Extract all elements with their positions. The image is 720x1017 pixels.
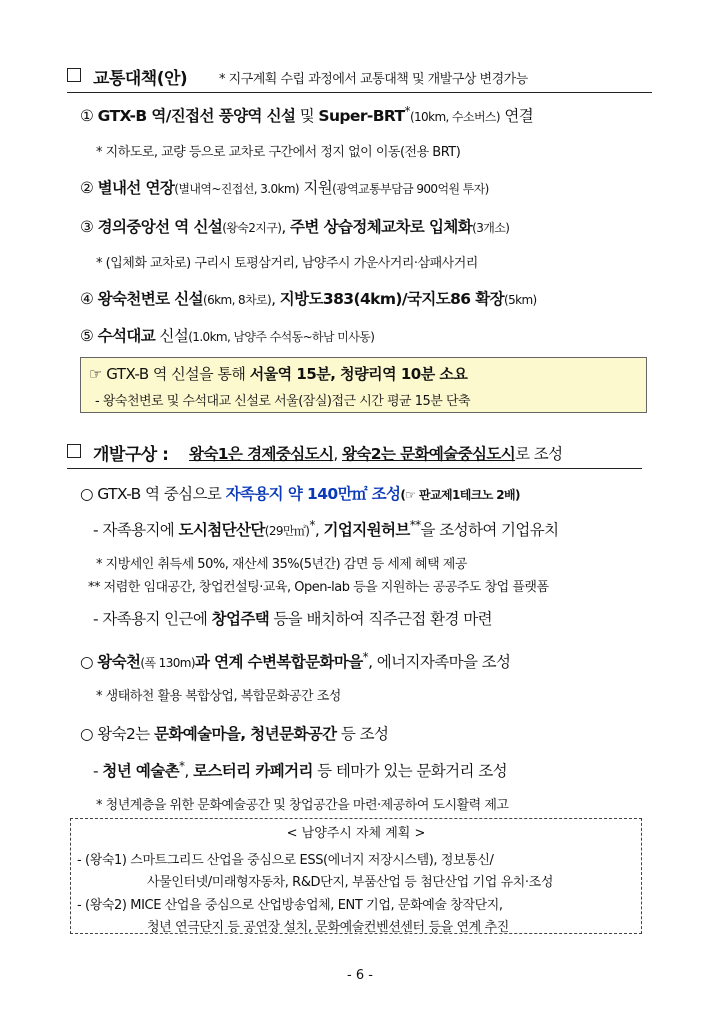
city-plan-row: 청년 연극단지 등 공연장 설치, 문화예술컨벤션센터 등을 연계 추진 bbox=[147, 920, 509, 935]
traffic-item-1-note: * 지하도로, 교량 등으로 교차로 구간에서 정지 없이 이동(전용 BRT) bbox=[96, 145, 461, 160]
traffic-summary-box bbox=[80, 357, 647, 413]
development-item-1-sub-2: - 자족용지 인근에 창업주택 등을 배치하여 직주근접 환경 마련 bbox=[93, 610, 492, 628]
page-number: - 6 - bbox=[347, 968, 373, 983]
circle-bullet-icon: ○ bbox=[80, 725, 93, 743]
circle-bullet-icon: ○ bbox=[80, 653, 93, 672]
development-item-1: ○ GTX-B 역 중심으로 자족용지 약 140만㎡ 조성(☞ 판교제1테크노 2배) bbox=[80, 485, 520, 503]
traffic-section-title: 교통대책(안) bbox=[93, 69, 188, 89]
item-number: ① bbox=[80, 107, 94, 126]
city-plan-row: - (왕숙1) 스마트그리드 산업을 중심으로 ESS(에너지 저장시스템), 정보통신/ bbox=[77, 853, 494, 868]
traffic-section-note: * 지구계획 수립 과정에서 교통대책 및 개발구상 변경가능 bbox=[219, 72, 528, 87]
development-item-3: ○ 왕숙2는 문화예술마을, 청년문화공간 등 조성 bbox=[80, 725, 389, 743]
development-item-2-note: * 생태하천 활용 복합상업, 복합문화공간 조성 bbox=[96, 689, 341, 704]
development-section-title: 개발구상 : bbox=[93, 445, 169, 465]
development-item-2: ○ 왕숙천(폭 130m)과 연계 수변복합문화마을*, 에너지자족마을 조성 bbox=[80, 650, 511, 672]
traffic-item-3: ③ 경의중앙선 역 신설(왕숙2지구), 주변 상습정체교차로 입체화(3개소) bbox=[80, 218, 510, 236]
city-plan-box bbox=[70, 818, 642, 934]
traffic-item-4: ④ 왕숙천변로 신설(6km, 8차로), 지방도383(4km)/국지도86 확장(5km) bbox=[80, 290, 537, 308]
item-number: ② bbox=[80, 179, 94, 197]
city-plan-row: 사물인터넷/미래형자동차, R&D단지, 부품산업 등 첨단산업 기업 유치·조성 bbox=[147, 875, 553, 890]
city-plan-title: < 남양주시 자체 계획 > bbox=[286, 826, 426, 841]
development-item-1-note-2: ** 저렴한 임대공간, 창업컨설팅·교육, Open-lab 등을 지원하는 공공주도 창업 플랫폼 bbox=[88, 580, 549, 595]
traffic-item-3-note: * (입체화 교차로) 구리시 토평삼거리, 남양주시 가운사거리·삼패사거리 bbox=[96, 256, 478, 271]
traffic-summary-line-1: ☞ GTX-B 역 신설을 통해 서울역 15분, 청량리역 10분 소요 bbox=[89, 365, 468, 383]
development-item-1-note-1: * 지방세인 취득세 50%, 재산세 35%(5년간) 감면 등 세제 혜택 제공 bbox=[96, 557, 467, 572]
circle-bullet-icon: ○ bbox=[80, 485, 93, 503]
checkbox-square-icon bbox=[67, 444, 81, 458]
traffic-item-2: ② 별내선 연장(별내역~진접선, 3.0km) 지원(광역교통부담금 900억원 투자) bbox=[80, 179, 489, 197]
development-item-1-sub-1: - 자족용지에 도시첨단산단(29만㎡)*, 기업지원허브**을 조성하여 기업유치 bbox=[93, 518, 559, 540]
traffic-section-header bbox=[67, 62, 652, 93]
checkbox-square-icon bbox=[67, 68, 81, 82]
traffic-summary-line-2: - 왕숙천변로 및 수석대교 신설로 서울(잠실)접근 시간 평균 15분 단축 bbox=[95, 394, 471, 409]
item-number: ③ bbox=[80, 218, 94, 236]
traffic-item-5: ⑤ 수석대교 신설(1.0km, 남양주 수석동~하남 미사동) bbox=[80, 327, 375, 345]
item-number: ⑤ bbox=[80, 327, 94, 345]
traffic-item-1: ① GTX-B 역/진접선 풍양역 신설 및 Super-BRT*(10km, 수소버스) 연결 bbox=[80, 104, 534, 126]
development-section-header bbox=[67, 438, 642, 469]
city-plan-row: - (왕숙2) MICE 산업을 중심으로 산업방송업체, ENT 기업, 문화예술 창작단지, bbox=[77, 898, 503, 913]
development-section-summary: 왕숙1은 경제중심도시, 왕숙2는 문화예술중심도시로 조성 bbox=[189, 445, 563, 463]
item-number: ④ bbox=[80, 290, 94, 308]
development-item-3-sub: - 청년 예술촌*, 로스터리 카페거리 등 테마가 있는 문화거리 조성 bbox=[93, 759, 507, 781]
development-item-3-note: * 청년계층을 위한 문화예술공간 및 창업공간을 마련·제공하여 도시활력 제고 bbox=[96, 798, 509, 813]
